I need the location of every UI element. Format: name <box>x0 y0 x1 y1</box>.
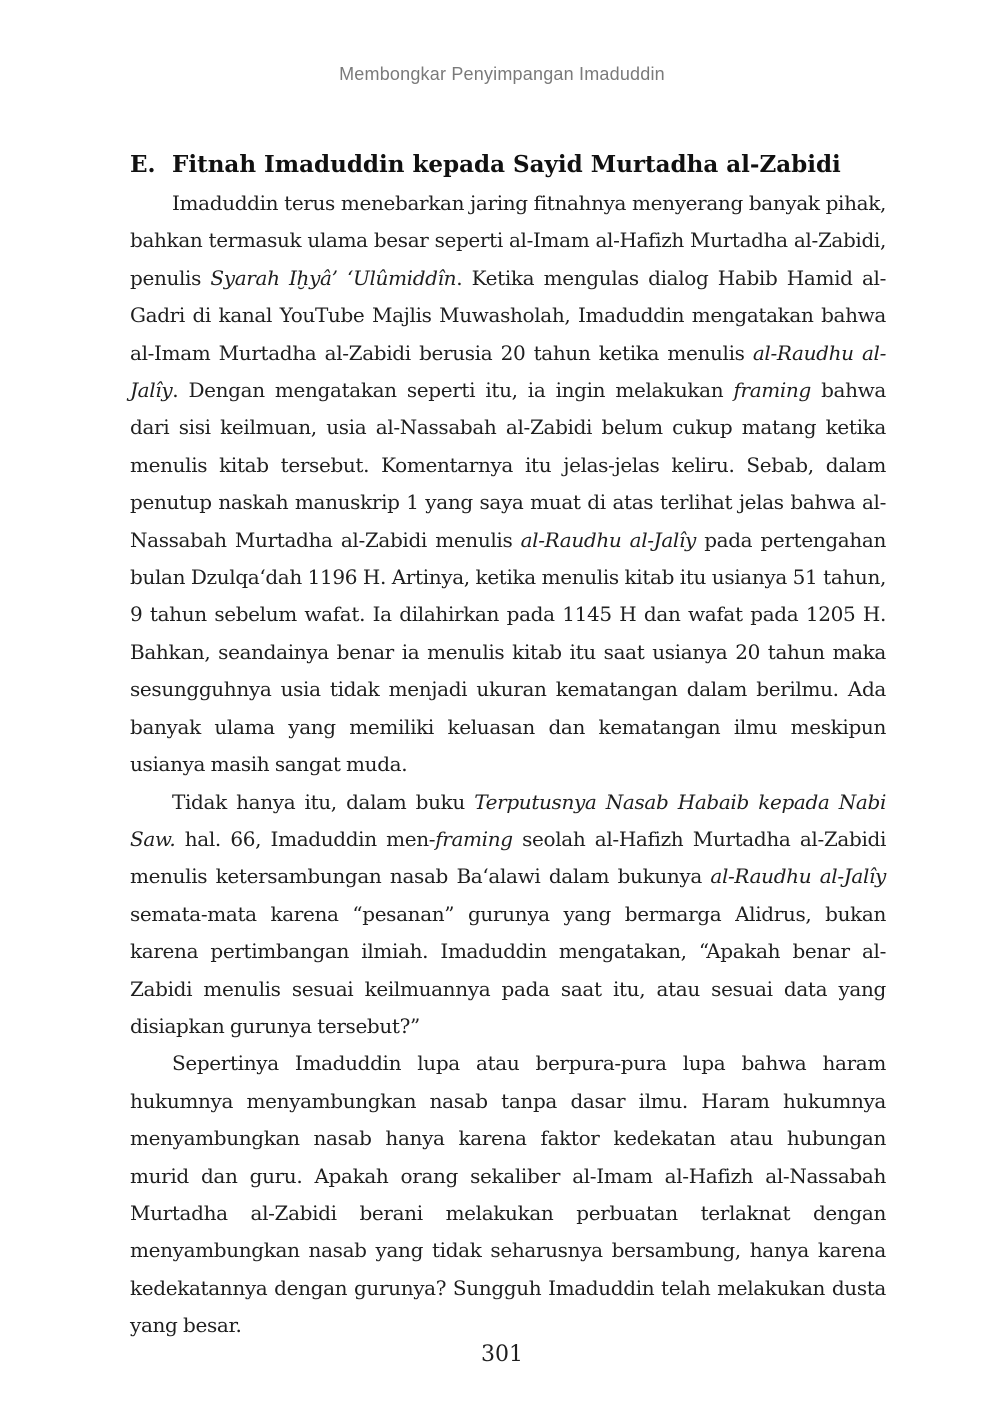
text-run: Imaduddin terus menebarkan jaring fitnahnya menyerang banyak pihak, bahkan termasuk ulama besar seperti al-Imam al-Hafizh Murtadha al-Zabidi, penulis <box>130 191 886 290</box>
page-number: 301 <box>481 1342 523 1367</box>
text-run: pada pertengahan bulan Dzulqa‘dah 1196 H. Artinya, ketika menulis kitab itu usianya 51 tahun, 9 tahun sebelum wafat. Ia dilahirkan pada 1145 H dan wafat pada 1205 H. Bahkan, seandainya benar ia menulis kitab itu saat usianya 20 tahun maka sesungguhnya usia tidak menjadi ukuran kematangan dalam berilmu. Ada banyak ulama yang memiliki keluasan dan kematangan ilmu meskipun usianya masih sangat muda. <box>130 527 886 777</box>
section-heading <box>130 146 886 184</box>
text-run: seolah al-Hafizh Murtadha al-Zabidi menulis ketersambungan nasab Ba‘alawi dalam bukunya <box>130 826 886 889</box>
book-title-italic: al-Raudhu al-Jalîy <box>130 340 886 403</box>
running-header: Membongkar Penyimpangan Imaduddin <box>339 64 665 84</box>
paragraph-1 <box>130 185 886 784</box>
term-italic: framing <box>435 826 513 851</box>
text-run: semata-mata karena “pesanan” gurunya yang bermarga Alidrus, bukan karena pertimbangan ilmiah. Imaduddin mengatakan, “Apakah benar al-Zabidi menulis sesuai keilmuannya pada saat itu, atau sesuai data yang disiapkan gurunya tersebut?” <box>130 901 886 1038</box>
text-run: . Dengan mengatakan seperti itu, ia ingin melakukan <box>172 378 734 403</box>
text-run: . Ketika mengulas dialog Habib Hamid al-Gadri di kanal YouTube Majlis Muwasholah, Imaduddin mengatakan bahwa al-Imam Murtadha al-Zabidi berusia 20 tahun ketika menulis <box>130 265 886 365</box>
book-title-italic: Syarah Iḫyâ’ ‘Ulûmiddîn <box>210 265 457 290</box>
book-title-italic: al-Raudhu al-Jalîy <box>710 864 887 889</box>
text-run: bahwa dari sisi keilmuan, usia al-Nassabah al-Zabidi belum cukup matang ketika menulis kitab tersebut. Komentarnya itu jelas-jelas keliru. Sebab, dalam penutup naskah manuskrip 1 yang saya muat di atas terlihat jelas bahwa al-Nassabah Murtadha al-Zabidi menulis <box>130 378 886 552</box>
text-run: Tidak hanya itu, dalam buku <box>172 789 475 814</box>
paragraph-3 <box>130 1045 886 1344</box>
text-run: Sepertinya Imaduddin lupa atau berpura-pura lupa bahwa haram hukumnya menyambungkan nasab tanpa dasar ilmu. Haram hukumnya menyambungkan nasab hanya karena faktor kedekatan atau hubungan murid dan guru. Apakah orang sekaliber al-Imam al-Hafizh al-Nassabah Murtadha al-Zabidi berani melakukan perbuatan terlaknat dengan menyambungkan nasab yang tidak seharusnya bersambung, hanya karena kedekatannya dengan gurunya? Sungguh Imaduddin telah melakukan dusta yang besar. <box>130 1051 886 1338</box>
book-title-italic: al-Raudhu al-Jalîy <box>520 527 696 552</box>
term-italic: framing <box>733 378 811 403</box>
text-run: hal. 66, Imaduddin men- <box>175 826 436 851</box>
section-title: Fitnah Imaduddin kepada Sayid Murtadha al-Zabidi <box>172 151 841 178</box>
section-number: E. <box>130 151 156 178</box>
page-body <box>130 146 886 1345</box>
paragraph-2 <box>130 784 886 1046</box>
book-title-italic: Terputusnya Nasab Habaib kepada Nabi Saw. <box>130 789 886 851</box>
